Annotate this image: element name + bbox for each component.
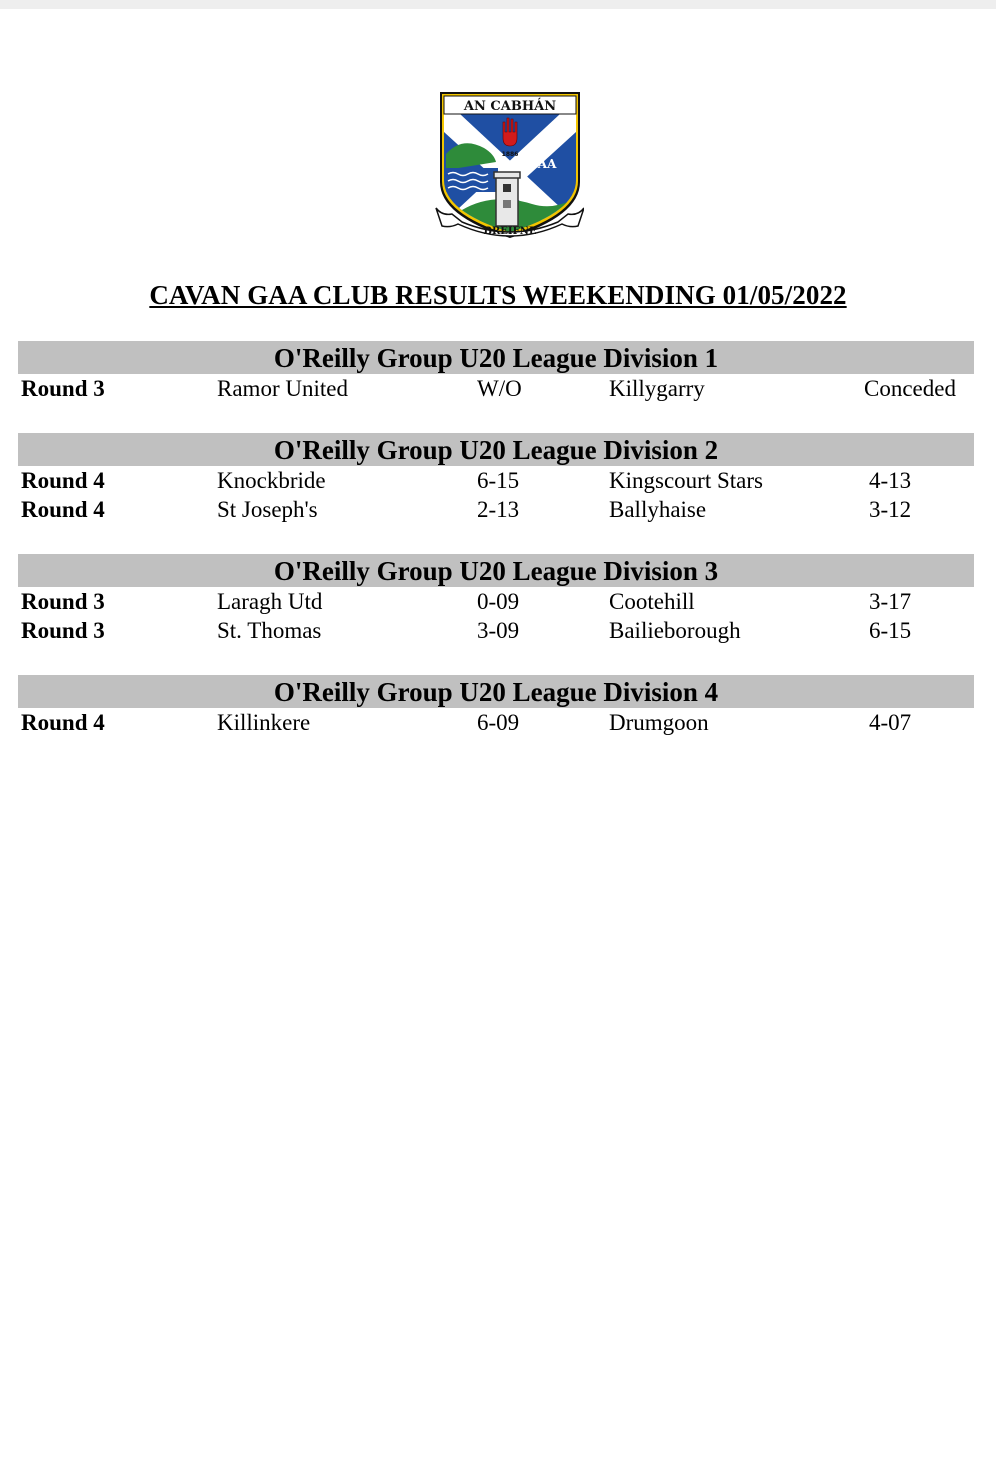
crest-year: 1886: [501, 151, 519, 158]
round-cell: Round 4: [21, 710, 105, 735]
away-team-cell: Drumgoon: [609, 710, 709, 735]
home-team-cell: St. Thomas: [217, 618, 322, 643]
home-score-cell: W/O: [477, 376, 522, 401]
home-team-cell: Knockbride: [217, 468, 326, 493]
crest-top-text: AN CABHÁN: [463, 99, 557, 114]
home-score-cell: 2-13: [477, 497, 520, 522]
cavan-gaa-crest: [432, 92, 584, 244]
division-3-section: [18, 554, 974, 645]
away-team-cell: Cootehill: [609, 589, 695, 614]
round-cell: Round 3: [21, 376, 105, 401]
top-bar: [0, 0, 996, 9]
away-team-cell: Kingscourt Stars: [609, 468, 763, 493]
result-row: [18, 587, 974, 616]
division-2-section: [18, 433, 974, 524]
result-row: [18, 616, 974, 645]
away-score-cell: 4-13: [869, 468, 912, 493]
division-4-section: [18, 675, 974, 737]
home-team-cell: Laragh Utd: [217, 589, 323, 614]
page-title: CAVAN GAA CLUB RESULTS WEEKENDING 01/05/2022: [149, 280, 847, 310]
round-cell: Round 4: [21, 468, 105, 493]
round-cell: Round 3: [21, 589, 105, 614]
away-team-cell: Killygarry: [609, 376, 705, 401]
result-row: [18, 466, 974, 495]
away-score-cell: 6-15: [869, 618, 912, 643]
away-team-cell: Bailieborough: [609, 618, 741, 643]
home-score-cell: 6-09: [477, 710, 520, 735]
home-team-cell: Killinkere: [217, 710, 311, 735]
away-score-cell: 3-17: [869, 589, 912, 614]
home-team-cell: Ramor United: [217, 376, 348, 401]
home-team-cell: St Joseph's: [217, 497, 318, 522]
round-cell: Round 4: [21, 497, 105, 522]
division-header: O'Reilly Group U20 League Division 3: [18, 554, 974, 587]
result-row: [18, 495, 974, 524]
division-1-section: [18, 341, 974, 403]
home-score-cell: 3-09: [477, 618, 520, 643]
division-header: O'Reilly Group U20 League Division 2: [18, 433, 974, 466]
away-score-cell: 4-07: [869, 710, 912, 735]
round-cell: Round 3: [21, 618, 105, 643]
crest-bottom-text: BREIFNE: [483, 226, 537, 237]
crest-gaa-text: GAA: [527, 157, 557, 171]
away-score-cell: Conceded: [864, 376, 956, 401]
result-row: [18, 708, 974, 737]
away-score-cell: 3-12: [869, 497, 912, 522]
division-header: O'Reilly Group U20 League Division 1: [18, 341, 974, 374]
division-header: O'Reilly Group U20 League Division 4: [18, 675, 974, 708]
home-score-cell: 6-15: [477, 468, 520, 493]
away-team-cell: Ballyhaise: [609, 497, 707, 522]
result-row: [18, 374, 974, 403]
home-score-cell: 0-09: [477, 589, 520, 614]
